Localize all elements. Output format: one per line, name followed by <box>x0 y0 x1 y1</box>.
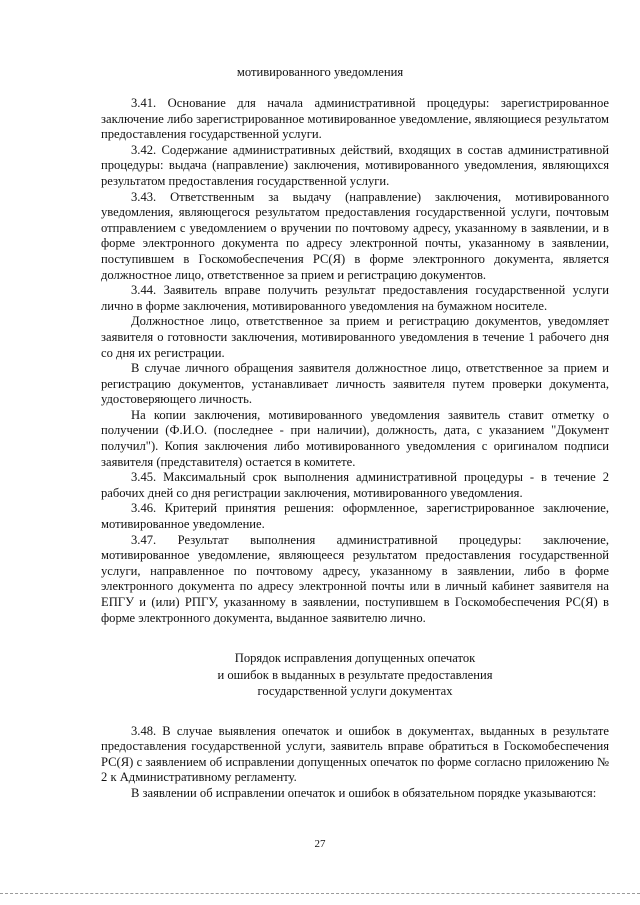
section-title <box>101 650 609 700</box>
body-text <box>101 96 609 802</box>
paragraph-3-44: 3.44. Заявитель вправе получить результат предоставления государственной услуги лично в форме заключения, мотивированного уведомления на бумажном носителе. <box>101 283 609 313</box>
paragraph-3-41: 3.41. Основание для начала административной процедуры: зарегистрированное заключение либо зарегистрированное мотивированное уведомление, являющиеся результатом предоставления государственной услуги. <box>101 96 609 142</box>
continuation-heading: мотивированного уведомления <box>236 65 404 79</box>
page-number: 27 <box>314 838 326 850</box>
paragraph-3-45: 3.45. Максимальный срок выполнения административной процедуры - в течение 2 рабочих дней со дня регистрации заключения, мотивированного уведомления. <box>101 470 609 500</box>
paragraph-3-48: 3.48. В случае выявления опечаток и ошибок в документах, выданных в результате предоставления государственной услуги, заявитель вправе обратиться в Госкомобеспечения РС(Я) с заявлением об исправлении допущенных опечаток по форме согласно приложению № 2 к Административному регламенту. <box>101 723 609 785</box>
paragraph-application-contents: В заявлении об исправлении опечаток и ошибок в обязательном порядке указываются: <box>131 786 597 801</box>
paragraph-3-46: 3.46. Критерий принятия решения: оформленное, зарегистрированное заключение, мотивированное уведомление. <box>101 501 609 532</box>
section-title-line: государственной услуги документах <box>257 684 453 699</box>
paragraph-official-notifies: Должностное лицо, ответственное за прием и регистрацию документов, уведомляет заявителя о готовности заключения, мотивированного уведомления в течение 1 рабочего дня со дня их регистрации. <box>101 314 609 360</box>
section-title-line: Порядок исправления допущенных опечаток <box>234 651 476 666</box>
paragraph-3-42: 3.42. Содержание административных действий, входящих в состав административной процедуры: выдача (направление) заключения, мотивированного уведомления, являющихся результатом предоставления государственной услуги. <box>101 142 609 188</box>
paragraph-personal-visit: В случае личного обращения заявителя должностное лицо, ответственное за прием и регистрацию документов, устанавливает личность заявителя путем проверки документа, удостоверяющего личность. <box>101 361 609 407</box>
section-title-line: и ошибок в выданных в результате предоставления <box>217 667 493 682</box>
paragraph-copy-mark: На копии заключения, мотивированного уведомления заявитель ставит отметку о получении (Ф.И.О. (последнее - при наличии), должность, дата, с указанием "Документ получил"). Копия заключения либо мотивированного уведомления с оригиналом подписи заявителя (представителя) остается в комитете. <box>101 407 609 469</box>
scan-edge-divider <box>0 893 640 894</box>
paragraph-3-43: 3.43. Ответственным за выдачу (направление) заключения, мотивированного уведомления, являющегося результатом предоставления государственной услуги, почтовым отправлением с уведомлением о вручении по почтовому адресу, указанному в заявлении, и в форме электронного документа по адресу электронной почты, указанному в заявлении, поступившем в Госкомобеспечения РС(Я) в форме электронного документа, является должностное лицо, ответственное за прием и регистрацию документов. <box>101 189 609 282</box>
paragraph-3-47: 3.47. Результат выполнения административной процедуры: заключение, мотивированное уведомление, являющееся результатом предоставления государственной услуги, направленное по почтовому адресу, указанному в заявлении, либо в форме электронного документа по адресу электронной почты или в личный кабинет заявителя на ЕПГУ и (или) РПГУ, указанному в заявлении, поступившем в Госкомобеспечения РС(Я) в форме электронного документа, выданное заявителю лично. <box>101 532 609 625</box>
